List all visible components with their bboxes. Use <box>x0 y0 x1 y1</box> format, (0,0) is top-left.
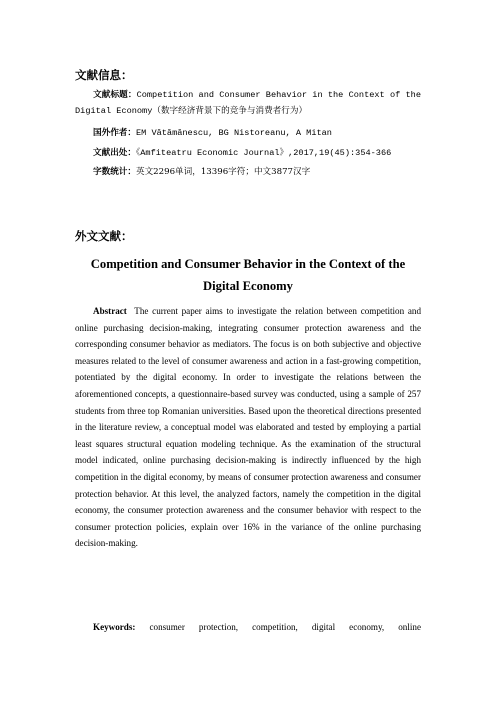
authors-value: EM Vătămănescu, BG Nistoreanu, A Mitan <box>135 128 332 138</box>
info-source-line <box>75 145 421 161</box>
info-authors-line <box>75 125 421 141</box>
stats-label: 字数统计： <box>93 167 136 177</box>
title-value: Competition and Consumer Behavior in the Context of the Digital Economy（数字经济背景下的竞争与消费者行为） <box>75 90 421 116</box>
info-section-heading: 文献信息： <box>75 68 133 82</box>
stats-value: 英文2296单词，13396字符；中文3877汉字 <box>135 167 311 177</box>
abstract-paragraph <box>75 303 421 552</box>
authors-label: 国外作者： <box>93 128 136 138</box>
source-value: 《Amfiteatru Economic Journal》,2017,19(45):354-366 <box>135 148 392 158</box>
foreign-section-heading: 外文文献： <box>75 229 133 243</box>
keywords-paragraph: Keywords: consumer protection, competition, digital economy, online <box>93 622 421 632</box>
abstract-text: The current paper aims to investigate the relation between competition and online purchasing decision-making, integrating consumer protection awareness and the corresponding consumer behavior as mediators. The focus is on both subjective and objective measures related to the level of consumer awareness and action in a fast-growing competition, potentiated by the digital economy. In order to investigate the relations between the aforementioned concepts, a questionnaire-based survey was conducted, using a sample of 257 students from three top Romanian universities. Based upon the theoretical directions presented in the literature review, a conceptual model was elaborated and tested by employing a partial least squares structural equation modeling technique. As the examination of the structural model indicated, online purchasing decision-making is indirectly influenced by the high competition in the digital economy, by means of consumer protection awareness and consumer protection behavior. At this level, the analyzed factors, namely the competition in the digital economy, the consumer protection awareness and the consumer behavior with respect to the consumer protection policies, explain over 16% in the variance of the online purchasing decision-making. <box>75 306 421 549</box>
keywords-label: Keywords <box>93 622 133 632</box>
article-title: Competition and Consumer Behavior in the Context of the Digital Economy <box>90 257 406 293</box>
source-label: 文献出处： <box>93 148 136 158</box>
info-title-line <box>75 87 421 119</box>
abstract-label: Abstract <box>93 306 127 316</box>
keywords-text: consumer protection, competition, digital economy, online <box>149 622 421 632</box>
info-stats-line <box>75 164 421 180</box>
title-label: 文献标题： <box>93 90 137 100</box>
